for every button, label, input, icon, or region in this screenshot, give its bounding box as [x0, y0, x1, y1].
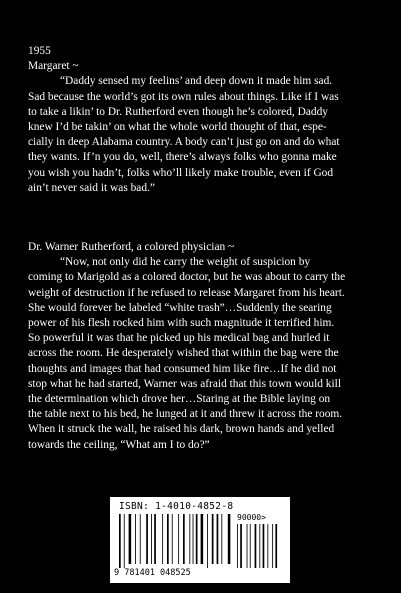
barcode-bar — [193, 514, 194, 564]
excerpt-line: the determination which drove her…Staring at the Bible laying on — [28, 393, 331, 406]
barcode-bar — [124, 514, 125, 568]
excerpt-line: they wants. If’n you do, well, there’s always folks who gonna make — [28, 151, 337, 164]
barcode-addon-bar — [275, 524, 277, 568]
barcode-bar — [178, 514, 179, 564]
excerpt-line: When it struck the wall, he raised his dark, brown hands and yelled — [28, 423, 335, 436]
excerpt-rutherford — [28, 240, 374, 453]
excerpt-line: She would forever be labeled “white trash”…Suddenly the searing — [28, 301, 332, 314]
excerpt-margaret — [28, 44, 374, 196]
barcode-bar — [172, 514, 173, 564]
barcode-bar — [154, 514, 156, 564]
barcode-addon-bar — [267, 524, 268, 568]
excerpt-line: thoughts and images that had consumed him like fire…If he did not — [28, 362, 337, 375]
excerpt-line: Sad because the world’s got its own rules about things. Like if I was — [28, 90, 339, 103]
barcode-bar — [162, 514, 163, 564]
barcode-addon-bar — [237, 524, 238, 568]
barcode-addon-bar — [255, 524, 257, 568]
barcode-bar — [217, 514, 219, 564]
barcode-addon-bar — [247, 524, 248, 568]
barcode-bar — [146, 514, 148, 564]
excerpt-line: across the room. He desperately wished that within the bag were the — [28, 347, 339, 360]
barcode-bar — [119, 514, 121, 568]
barcode-bar — [228, 514, 231, 564]
barcode-bars-icon — [117, 514, 283, 570]
barcode-digits: 9 781401 048525 — [114, 568, 191, 578]
barcode-bar — [221, 514, 222, 564]
excerpt-line: “Now, not only did he carry the weight of suspicion by — [60, 256, 311, 269]
barcode-bar — [201, 514, 204, 564]
barcode-addon-bar — [259, 524, 260, 568]
barcode-bar — [129, 514, 132, 564]
barcode-bar — [183, 514, 185, 564]
excerpt-line: weight of destruction if he refused to release Margaret from his heart. — [28, 286, 345, 299]
barcode-bar — [207, 514, 208, 568]
barcode-bar — [135, 514, 136, 564]
excerpt-line: So powerful it was that he picked up his medical bag and hurled it — [28, 332, 330, 345]
year-heading: 1955 — [28, 45, 51, 57]
excerpt-line: stop what he had started, Warner was afraid that this town would kill — [28, 377, 341, 390]
excerpt-line: power of his flesh rocked him with such magnitude it terrified him. — [28, 317, 335, 330]
barcode-bar — [151, 514, 152, 564]
excerpt-line: “Daddy sensed my feelins’ and deep down it made him sad. — [60, 75, 333, 88]
excerpt-line: knew I’d be takin’ on what the whole world thought of that, espe- — [28, 121, 327, 134]
excerpt-line: coming to Marigold as a colored doctor, but he was about to carry the — [28, 271, 346, 284]
barcode-addon-bar — [272, 524, 273, 568]
barcode-bar — [167, 514, 169, 564]
barcode-bar — [196, 514, 198, 564]
barcode-bar — [140, 514, 141, 564]
barcode-bar — [212, 514, 214, 564]
excerpt-line: ain’t never said it was bad.” — [28, 181, 155, 194]
excerpt-line: to take a likin’ to Dr. Rutherford even though he’s colored, Daddy — [28, 105, 328, 118]
speaker-rutherford: Dr. Warner Rutherford, a colored physician ~ — [28, 241, 235, 253]
excerpt-line: the table next to his bed, he lunged at it and threw it across the room. — [28, 408, 343, 421]
isbn-label: ISBN: 1-4010-4852-8 — [119, 501, 234, 512]
speaker-margaret: Margaret ~ — [28, 60, 79, 73]
excerpt-line: cially in deep Alabama country. A body can’t just go on and do what — [28, 136, 340, 149]
isbn-barcode — [110, 497, 290, 583]
barcode-addon-code: 90000> — [237, 513, 266, 522]
excerpt-line: you wish you hadn’t, folks who’ll likely make trouble, even if God — [28, 166, 334, 179]
barcode-bar — [189, 514, 190, 564]
barcode-addon-bar — [263, 524, 265, 568]
excerpt-line: towards the ceiling, “What am I to do?” — [28, 438, 210, 451]
barcode-addon-bar — [240, 524, 242, 568]
barcode-addon-bar — [250, 524, 251, 568]
